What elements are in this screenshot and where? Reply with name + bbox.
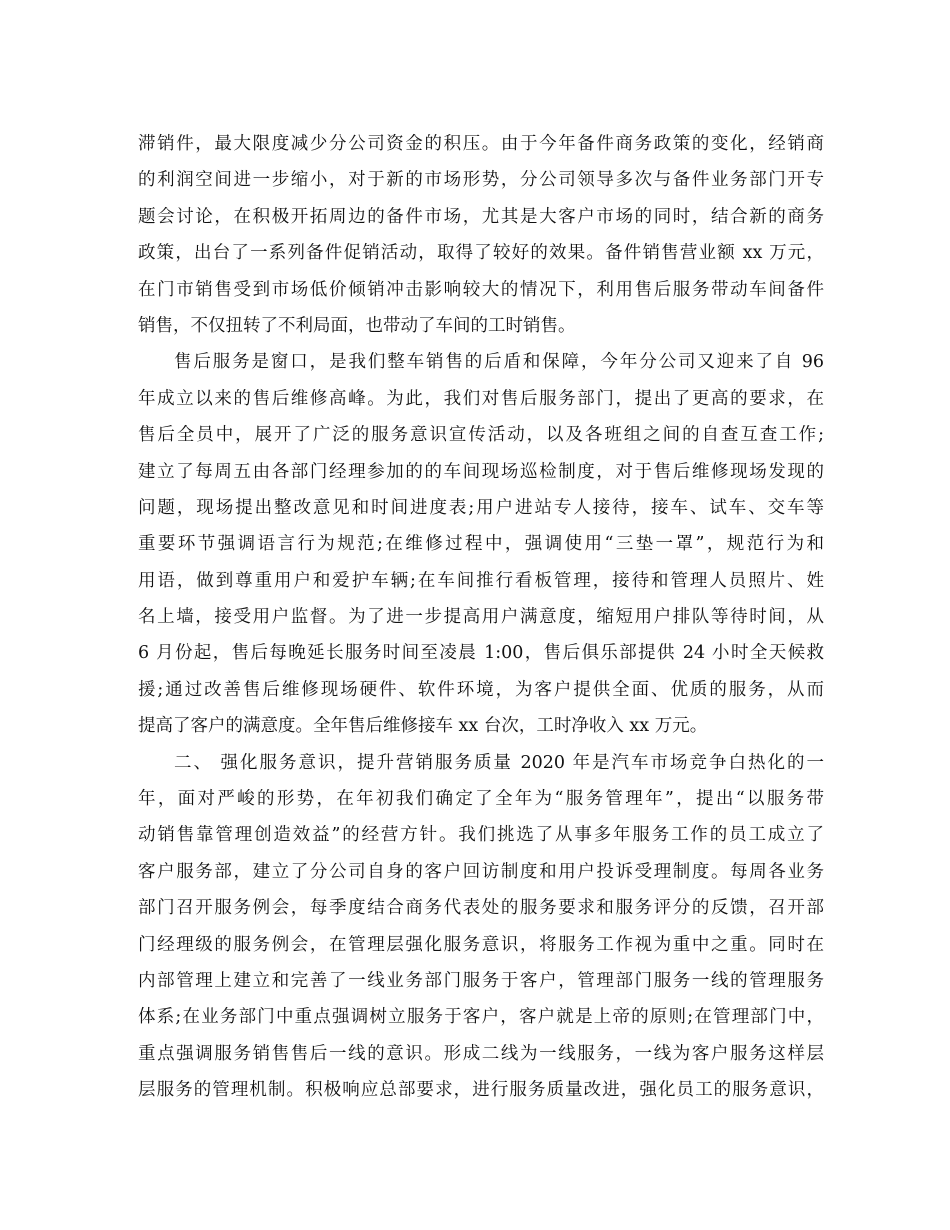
text-line: 在门市销售受到市场低价倾销冲击影响较大的情况下，利用售后服务带动车间备件	[138, 279, 824, 300]
text-line: 援;通过改善售后维修现场硬件、软件环境，为客户提供全面、优质的服务，从而	[138, 679, 824, 700]
text-line: 的利润空间进一步缩小，对于新的市场形势，分公司领导多次与备件业务部门开专	[138, 170, 824, 191]
text-line: 用语，做到尊重用户和爱护车辆;在车间推行看板管理，接待和管理人员照片、姓	[138, 570, 824, 591]
text-line: 重要环节强调语言行为规范;在维修过程中，强调使用“三垫一罩”，规范行为和	[138, 534, 824, 555]
text-line: 题会讨论，在积极开拓周边的备件市场，尤其是大客户市场的同时，结合新的商务	[138, 206, 824, 227]
section-heading-line: 二、 强化服务意识，提升营销服务质量 2020 年是汽车市场竞争白热化的一	[174, 752, 824, 773]
paragraph-3	[138, 745, 824, 1109]
text-line: 内部管理上建立和完善了一线业务部门服务于客户，管理部门服务一线的管理服务	[138, 970, 824, 991]
text-line: 动销售靠管理创造效益”的经营方针。我们挑选了从事多年服务工作的员工成立了	[138, 825, 824, 846]
text-line: 销售，不仅扭转了不利局面，也带动了车间的工时销售。	[138, 315, 576, 336]
text-line: 名上墙，接受用户监督。为了进一步提高用户满意度，缩短用户排队等待时间，从	[138, 607, 824, 628]
text-line: 售后服务是窗口，是我们整车销售的后盾和保障，今年分公司又迎来了自 96	[174, 352, 824, 373]
text-line: 政策，出台了一系列备件促销活动，取得了较好的效果。备件销售营业额 xx 万元，	[138, 243, 824, 264]
document-body	[138, 126, 824, 1109]
text-line: 6 月份起，售后每晚延长服务时间至凌晨 1:00，售后俱乐部提供 24 小时全天候救	[138, 643, 824, 664]
text-line: 提高了客户的满意度。全年售后维修接车 xx 台次，工时净收入 xx 万元。	[138, 716, 708, 737]
text-line: 问题，现场提出整改意见和时间进度表;用户进站专人接待，接车、试车、交车等	[138, 497, 824, 518]
text-line: 客户服务部，建立了分公司自身的客户回访制度和用户投诉受理制度。每周各业务	[138, 861, 824, 882]
text-line: 年，面对严峻的形势，在年初我们确定了全年为“服务管理年”，提出“以服务带	[138, 789, 824, 810]
text-line: 层服务的管理机制。积极响应总部要求，进行服务质量改进，强化员工的服务意识，	[138, 1080, 824, 1101]
paragraph-1	[138, 126, 824, 344]
text-line: 体系;在业务部门中重点强调树立服务于客户，客户就是上帝的原则;在管理部门中，	[138, 1007, 824, 1028]
text-line: 滞销件，最大限度减少分公司资金的积压。由于今年备件商务政策的变化，经销商	[138, 134, 824, 154]
text-line: 部门召开服务例会，每季度结合商务代表处的服务要求和服务评分的反馈，召开部	[138, 898, 824, 919]
text-line: 门经理级的服务例会，在管理层强化服务意识，将服务工作视为重中之重。同时在	[138, 934, 824, 955]
text-line: 建立了每周五由各部门经理参加的的车间现场巡检制度，对于售后维修现场发现的	[138, 461, 824, 482]
text-line: 售后全员中，展开了广泛的服务意识宣传活动，以及各班组之间的自查互查工作;	[138, 425, 824, 446]
text-line: 年成立以来的售后维修高峰。为此，我们对售后服务部门，提出了更高的要求，在	[138, 388, 824, 409]
paragraph-2	[138, 344, 824, 744]
text-line: 重点强调服务销售售后一线的意识。形成二线为一线服务，一线为客户服务这样层	[138, 1043, 824, 1064]
